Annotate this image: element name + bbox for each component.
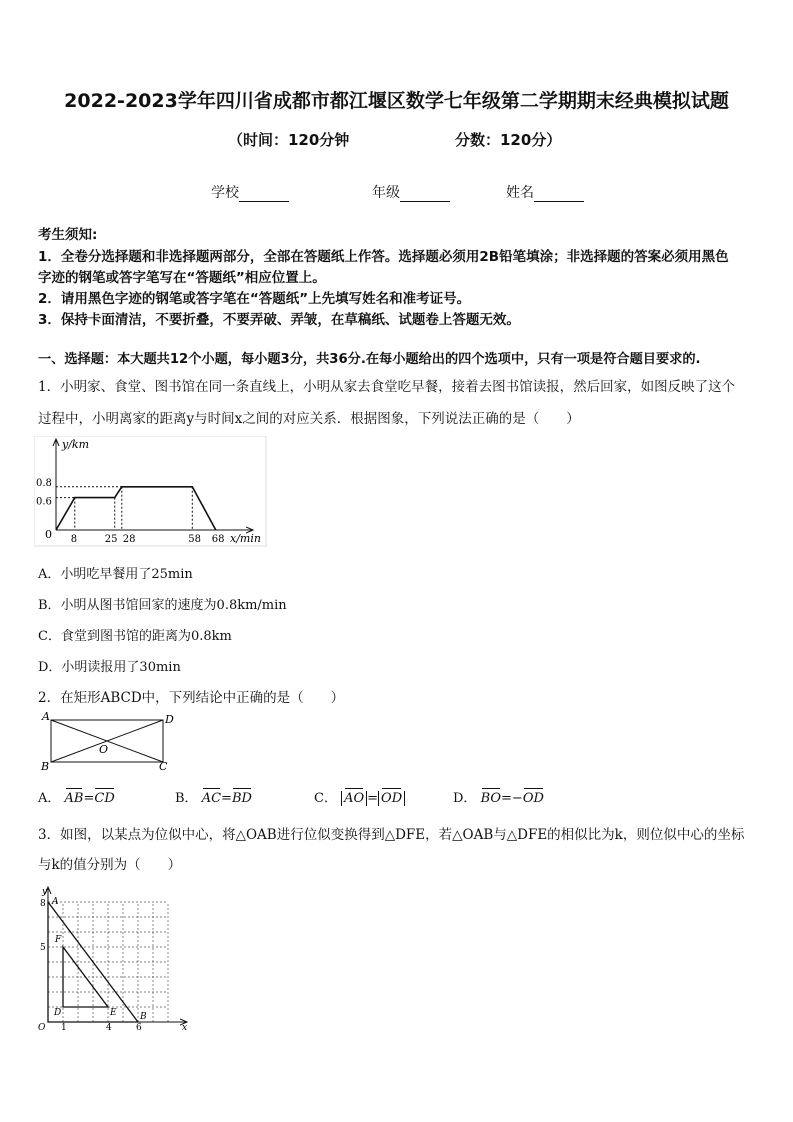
- q3-x-tick-4: 4: [106, 1023, 112, 1033]
- q2-label-o: O: [99, 743, 109, 756]
- q2-option-b-left-vector: AC: [201, 791, 222, 806]
- q1-option-b[interactable]: B．小明从图书馆回家的速度为0.8km/min: [38, 598, 287, 613]
- q1-x-ticks: [71, 534, 225, 545]
- q1-option-c[interactable]: C．食堂到图书馆的距离为0.8km: [38, 629, 232, 644]
- q1-y-ticks: [36, 478, 52, 508]
- q1-y-tick-label: 0.8: [36, 477, 52, 489]
- q1-option-d[interactable]: D．小明读报用了30min: [38, 660, 181, 675]
- q2-option-a[interactable]: [38, 787, 115, 806]
- q1-option-a[interactable]: A．小明吃早餐用了25min: [38, 567, 193, 582]
- grade-field: [372, 182, 450, 202]
- q1-x-tick-label: 58: [188, 534, 202, 545]
- q1-stem-line1: 1．小明家、食堂、图书馆在同一条直线上，小明从家去食堂吃早餐，接着去图书馆读报，然后回家，如图反映了这个: [38, 379, 736, 395]
- q2-option-d-right-vector: OD: [522, 791, 544, 806]
- notice-heading: 考生须知:: [38, 227, 98, 243]
- q3-x-tick-1: 1: [61, 1023, 67, 1033]
- q2-rectangle-figure: [36, 710, 178, 772]
- school-blank: [239, 187, 289, 202]
- q3-dashed-grid: [48, 902, 168, 1022]
- q3-point-b: B: [140, 1012, 147, 1022]
- name-blank: [534, 187, 584, 202]
- q2-option-c-letter: C．: [314, 791, 337, 806]
- q1-distance-time-graph: [34, 436, 270, 548]
- notice-line-1b: 字迹的钢笔或答字笔写在“答题纸”相应位置上。: [38, 270, 326, 286]
- q1-x-tick-label: 25: [104, 534, 118, 545]
- q2-option-d-left-vector: BO: [480, 791, 502, 806]
- q3-stem-line1: 3．如图，以某点为位似中心，将△OAB进行位似变换得到△DFE，若△OAB与△DFE的相似比为k，则位似中心的坐标: [38, 827, 745, 843]
- q2-option-d-op: =−: [501, 791, 523, 806]
- exam-time: （时间：120分钟: [228, 131, 350, 149]
- q2-option-c-left-abs: [341, 791, 367, 806]
- q3-x-axis-label: x: [182, 1023, 188, 1033]
- q3-stem-line2: 与k的值分别为（ ）: [38, 857, 182, 873]
- q2-option-b-right-vector: BD: [231, 791, 252, 806]
- notice-line-2: 2．请用黑色字迹的钢笔或答字笔在“答题纸”上先填写姓名和准考证号。: [38, 291, 471, 307]
- exam-title: 2022-2023学年四川省成都市都江堰区数学七年级第二学期期末经典模拟试题: [64, 90, 729, 112]
- q1-x-tick-label: 28: [122, 534, 136, 545]
- q1-dashed-guides: [56, 487, 192, 530]
- q2-option-a-op: =: [83, 791, 95, 806]
- q3-origin-label: O: [38, 1023, 46, 1033]
- q2-option-b-letter: B．: [175, 791, 198, 806]
- q2-label-d: D: [165, 713, 174, 726]
- grade-label: 年级: [372, 185, 400, 201]
- q3-point-d: D: [54, 1008, 62, 1018]
- q3-x-tick-6: 6: [136, 1023, 142, 1033]
- q2-label-b: B: [41, 760, 50, 772]
- grade-blank: [400, 187, 450, 202]
- q3-coordinate-figure: [32, 884, 192, 1034]
- q2-option-b[interactable]: [175, 787, 252, 806]
- q2-option-c-right-vector: OD: [381, 791, 403, 806]
- q3-y-axis-label: y: [42, 887, 48, 897]
- notice-line-1a: 1．全卷分选择题和非选择题两部分，全部在答题纸上作答。选择题必须用2B铅笔填涂；非选择题的答案必须用黑色: [38, 249, 729, 265]
- q1-origin-label: 0: [45, 528, 52, 541]
- school-label: 学校: [211, 185, 239, 201]
- q3-point-f: F: [55, 935, 62, 945]
- q1-y-label: y/km: [62, 438, 90, 451]
- q1-stem-line2: 过程中，小明离家的距离y与时间x之间的对应关系．根据图象，下列说法正确的是（ ）: [38, 411, 580, 427]
- q2-option-a-letter: A．: [38, 791, 61, 806]
- exam-score: 分数：120分）: [455, 131, 562, 149]
- q2-option-c[interactable]: [314, 787, 405, 806]
- q3-point-a: A: [52, 897, 59, 907]
- q3-point-e: E: [110, 1008, 117, 1018]
- q2-option-c-op: =: [367, 791, 379, 806]
- q2-option-c-right-abs: [378, 791, 405, 806]
- school-field: [211, 182, 289, 202]
- name-label: 姓名: [506, 185, 534, 201]
- notice-line-3: 3．保持卡面清洁，不要折叠，不要弄破、弄皱，在草稿纸、试题卷上答题无效。: [38, 312, 520, 328]
- q3-y-tick-8: 8: [40, 899, 46, 909]
- name-field: [506, 182, 584, 202]
- q2-option-d-letter: D．: [453, 791, 477, 806]
- q2-option-c-left-vector: AO: [344, 791, 365, 806]
- q1-x-tick-label: 8: [70, 534, 78, 545]
- q3-y-tick-5: 5: [40, 943, 46, 953]
- q1-y-tick-label: 0.6: [36, 496, 52, 508]
- q2-label-a: A: [42, 710, 50, 723]
- q2-label-c: C: [159, 760, 168, 772]
- section-heading: 一、选择题：本大题共12个小题，每小题3分，共36分.在每小题给出的四个选项中，只有一项是符合题目要求的.: [38, 352, 701, 367]
- q2-stem: 2．在矩形ABCD中，下列结论中正确的是（ ）: [38, 690, 345, 706]
- q2-option-d[interactable]: [453, 787, 544, 806]
- q2-option-a-right-vector: CD: [94, 791, 115, 806]
- q1-x-label: x/min: [230, 532, 261, 545]
- q2-option-b-op: =: [221, 791, 232, 806]
- q1-x-tick-label: 68: [211, 534, 225, 545]
- q2-option-a-left-vector: AB: [64, 791, 84, 806]
